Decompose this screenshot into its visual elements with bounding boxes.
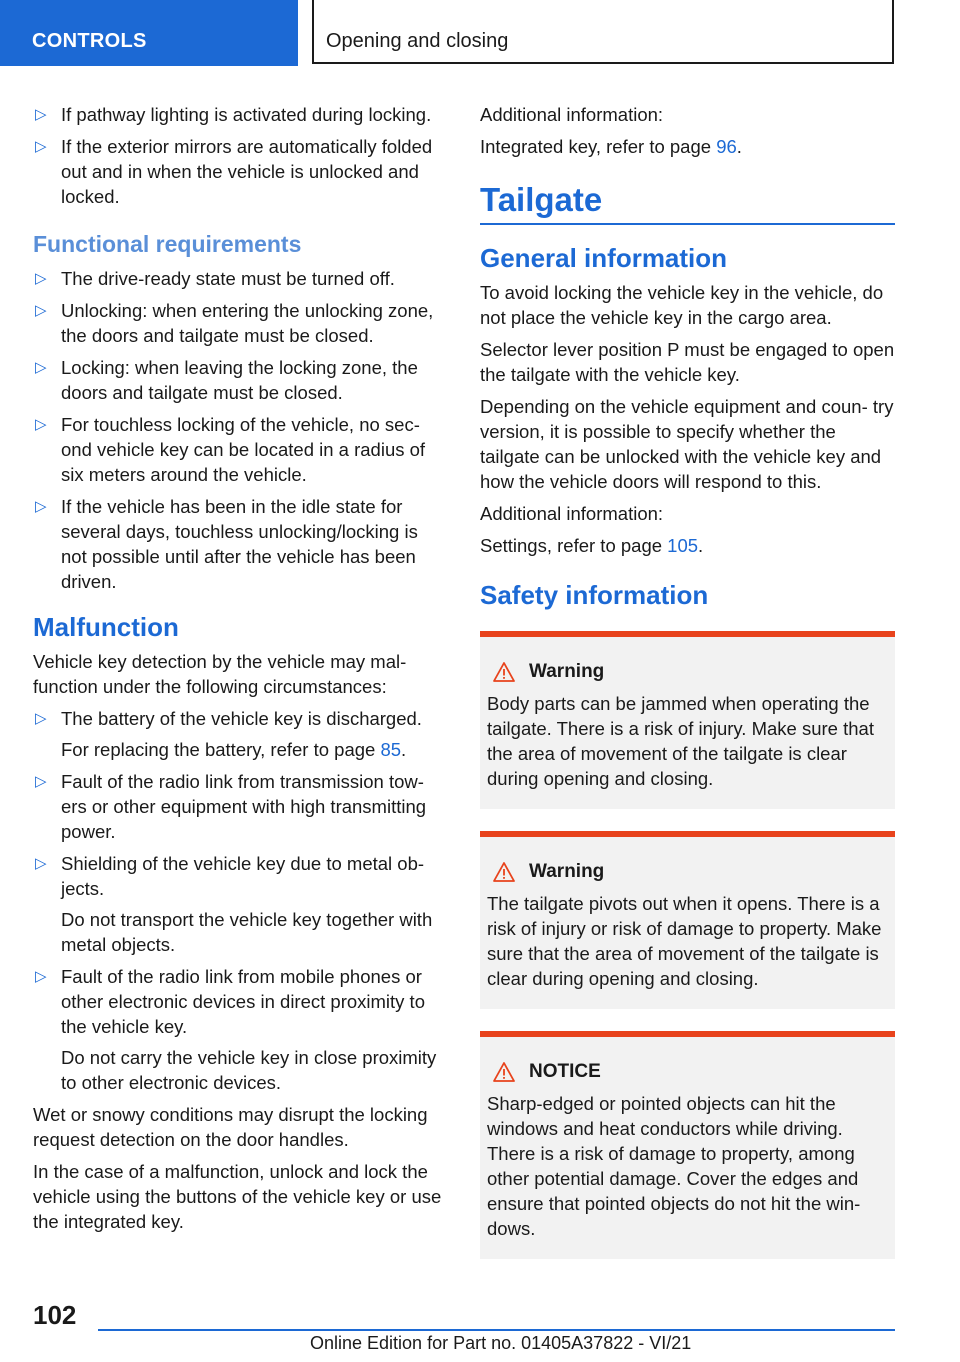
warning-text: The tailgate pivots out when it opens. There is a risk of injury or risk of damage to property. Make sure that the area of movement of the tailgate is clear during opening and closing.: [487, 893, 882, 989]
warning-triangle-icon: [493, 1062, 515, 1082]
tailgate-heading: Tailgate: [480, 181, 895, 225]
list-item-note: Do not carry the vehicle key in close proximity to other electronic devices.: [61, 1047, 437, 1093]
warning-text: Body parts can be jammed when operating the tailgate. There is a risk of injury. Make sure that the area of movement of the tailgate is clear during opening and closing.: [487, 693, 874, 789]
malfunction-paragraph: Wet or snowy conditions may disrupt the locking request detection on the door handles.: [33, 1104, 428, 1150]
settings-ref: Settings, refer to page 105.: [480, 535, 704, 556]
section-tab: [0, 0, 298, 66]
list-item: ▷ If pathway lighting is activated during locking.: [33, 102, 448, 127]
paragraph: Selector lever position P must be engaged to open the tailgate with the vehicle key.: [480, 339, 895, 385]
page-link-105[interactable]: 105: [667, 535, 699, 556]
bullet-list-top: [33, 102, 448, 209]
paragraph: To avoid locking the vehicle key in the vehicle, do not place the vehicle key in the cargo area.: [480, 282, 884, 328]
warning-triangle-icon: [493, 862, 515, 882]
page-link-85[interactable]: 85: [380, 739, 402, 760]
chapter-tab: [312, 0, 894, 64]
list-item: ▷ Fault of the radio link from mobile phones or other electronic devices in direct proximity to the vehicle key. Do not carry the vehicle key in close proximity to other electronic devices.: [33, 964, 448, 1095]
list-item: ▷ Shielding of the vehicle key due to metal ob‐ jects. Do not transport the vehicle key together with metal objects.: [33, 851, 448, 957]
list-item: ▷ If the vehicle has been in the idle state for several days, touchless unlocking/locking is not possible until after the vehicle has been driven.: [33, 494, 448, 594]
paragraph: Additional information:: [480, 503, 664, 524]
footer-divider: [98, 1329, 895, 1331]
footer-edition: Online Edition for Part no. 01405A37822 - VI/21: [310, 1333, 692, 1353]
list-item: ▷ Unlocking: when entering the unlocking zone, the doors and tailgate must be closed.: [33, 298, 448, 348]
section-label: CONTROLS: [32, 30, 147, 52]
safety-information-heading: Safety information: [480, 580, 709, 610]
page-header: [0, 0, 960, 66]
list-item: ▷ The drive-ready state must be turned off.: [33, 266, 448, 291]
warning-box: [480, 831, 895, 1009]
notice-box: [480, 1031, 895, 1259]
functional-requirements-list: [33, 266, 448, 594]
list-item: ▷ For touchless locking of the vehicle, no sec‐ ond vehicle key can be located in a radius of six meters around the vehicle.: [33, 412, 448, 487]
malfunction-list: [33, 706, 448, 1095]
warning-title: Warning: [529, 861, 605, 882]
list-item-note: Do not transport the vehicle key together with metal objects.: [61, 909, 433, 955]
notice-title: NOTICE: [529, 1061, 601, 1082]
list-item: ▷ Fault of the radio link from transmission tow‐ ers or other equipment with high transmitting power.: [33, 769, 448, 844]
notice-text: Sharp-edged or pointed objects can hit the windows and heat conductors while driving. There is a risk of damage to property, among other potential damage. Cover the edges and ensure that pointed objects do not hit the win‐ dows.: [487, 1093, 861, 1239]
page-link-96[interactable]: 96: [716, 136, 737, 157]
warning-title: Warning: [529, 661, 605, 682]
left-column: [33, 102, 448, 1241]
malfunction-heading: Malfunction: [33, 612, 179, 642]
chapter-label: Opening and closing: [326, 30, 509, 52]
list-item-note: For replacing the battery, refer to page 85.: [61, 739, 407, 760]
paragraph: Depending on the vehicle equipment and coun‐ try version, it is possible to specify whether the tailgate can be unlocked with the vehicle key and how the vehicle doors will respond to this.: [480, 396, 894, 492]
right-column: [480, 102, 895, 1281]
malfunction-paragraph: In the case of a malfunction, unlock and lock the vehicle using the buttons of the vehicle key or use the integrated key.: [33, 1161, 442, 1232]
warning-box: [480, 631, 895, 809]
page-number: 102: [33, 1300, 77, 1330]
additional-info-label: Additional information:: [480, 104, 664, 125]
general-information-heading: General information: [480, 243, 728, 273]
malfunction-intro: Vehicle key detection by the vehicle may mal‐ function under the following circumstances:: [33, 651, 407, 697]
integrated-key-ref: Integrated key, refer to page 96.: [480, 136, 742, 157]
warning-triangle-icon: [493, 662, 515, 682]
list-item: ▷ Locking: when leaving the locking zone, the doors and tailgate must be closed.: [33, 355, 448, 405]
list-item: ▷ If the exterior mirrors are automatically folded out and in when the vehicle is unlocked and locked.: [33, 134, 448, 209]
functional-requirements-heading: Functional requirements: [33, 231, 302, 257]
list-item: ▷ The battery of the vehicle key is discharged. For replacing the battery, refer to page 85.: [33, 706, 448, 762]
